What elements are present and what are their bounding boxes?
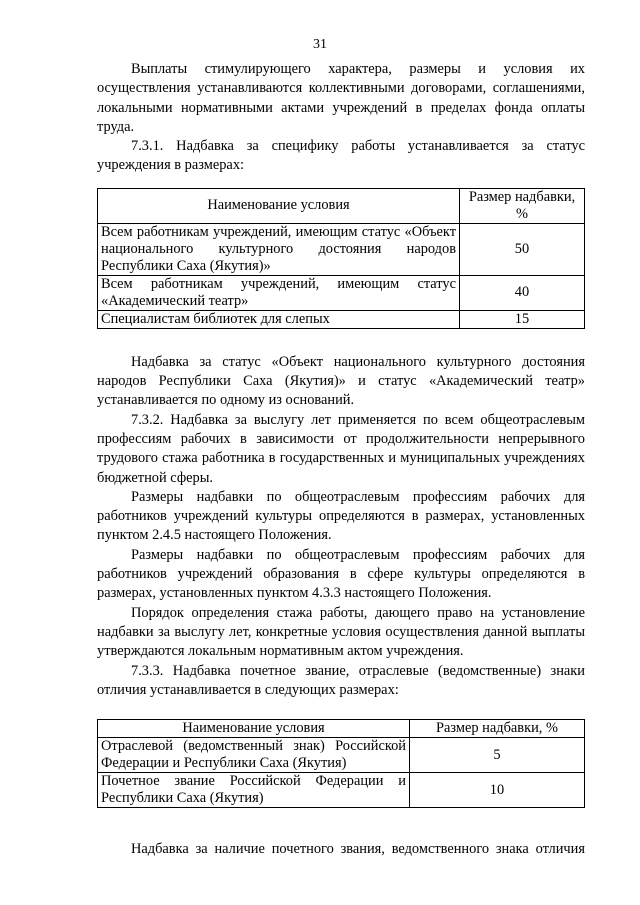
table-cell-condition: Почетное звание Российской Федерации и Республики Саха (Якутия) <box>98 773 410 808</box>
table-honorary-title-bonus <box>97 719 585 808</box>
table-row <box>98 738 585 773</box>
table-row <box>98 773 585 808</box>
table-header-row <box>98 720 585 738</box>
table-cell-condition: Всем работникам учреждений, имеющим статус «Объект национального культурного достояния народов Республики Саха (Якутия)» <box>98 223 460 275</box>
paragraph-culture-workers: Размеры надбавки по общеотраслевым профессиям рабочих для работников учреждений культуры определяются в размерах, установленных пунктом 2.4.5 настоящего Положения. <box>97 488 585 544</box>
table-row <box>98 275 585 310</box>
table-cell-value: 5 <box>410 738 585 773</box>
paragraph-7-3-1: 7.3.1. Надбавка за специфику работы устанавливается за статус учреждения в размерах: <box>97 138 585 174</box>
table-row <box>98 223 585 275</box>
table-cell-value: 40 <box>460 275 585 310</box>
paragraph-education-workers: Размеры надбавки по общеотраслевым профессиям рабочих для работников учреждений образования в сфере культуры определяются в размерах, установленных пунктом 4.3.3 настоящего Положения. <box>97 546 585 602</box>
page-number: 31 <box>313 37 327 52</box>
column-header-condition: Наименование условия <box>98 720 410 738</box>
table-cell-condition: Отраслевой (ведомственный знак) Российской Федерации и Республики Саха (Якутия) <box>98 738 410 773</box>
table-cell-value: 50 <box>460 223 585 275</box>
paragraph-status-bonus: Надбавка за статус «Объект национального культурного достояния народов Республики Саха (Якутия)» и статус «Академический театр» устанавливается по одному из оснований. <box>97 353 585 409</box>
paragraph-honorary-title-bonus: Надбавка за наличие почетного звания, ведомственного знака отличия <box>131 841 585 858</box>
table-cell-condition: Всем работникам учреждений, имеющим статус «Академический театр» <box>98 275 460 310</box>
document-body <box>97 60 585 859</box>
table-specific-work-bonus <box>97 188 585 329</box>
table-header-row <box>98 188 585 223</box>
column-header-bonus-size: Размер надбавки, % <box>460 188 585 223</box>
paragraph-stimulating-payments: Выплаты стимулирующего характера, размеры и условия их осуществления устанавливаются коллективными договорами, соглашениями, локальными нормативными актами учреждений в пределах фонда оплаты труда. <box>97 61 585 135</box>
table-cell-value: 15 <box>460 310 585 328</box>
table-cell-value: 10 <box>410 773 585 808</box>
column-header-condition: Наименование условия <box>98 188 460 223</box>
column-header-bonus-size: Размер надбавки, % <box>410 720 585 738</box>
table-cell-condition: Специалистам библиотек для слепых <box>98 310 460 328</box>
paragraph-7-3-2: 7.3.2. Надбавка за выслугу лет применяется по всем общеотраслевым профессиям рабочих в зависимости от продолжительности непрерывного трудового стажа работника в государственных и муниципальных учреждениях бюджетной сферы. <box>97 411 585 486</box>
paragraph-seniority-procedure: Порядок определения стажа работы, дающего право на установление надбавки за выслугу лет, конкретные условия осуществления данной выплаты утверждаются локальным нормативным актом учреждения. <box>97 604 585 660</box>
table-row <box>98 310 585 328</box>
paragraph-7-3-3: 7.3.3. Надбавка почетное звание, отраслевые (ведомственные) знаки отличия устанавливается в следующих размерах: <box>97 662 585 698</box>
